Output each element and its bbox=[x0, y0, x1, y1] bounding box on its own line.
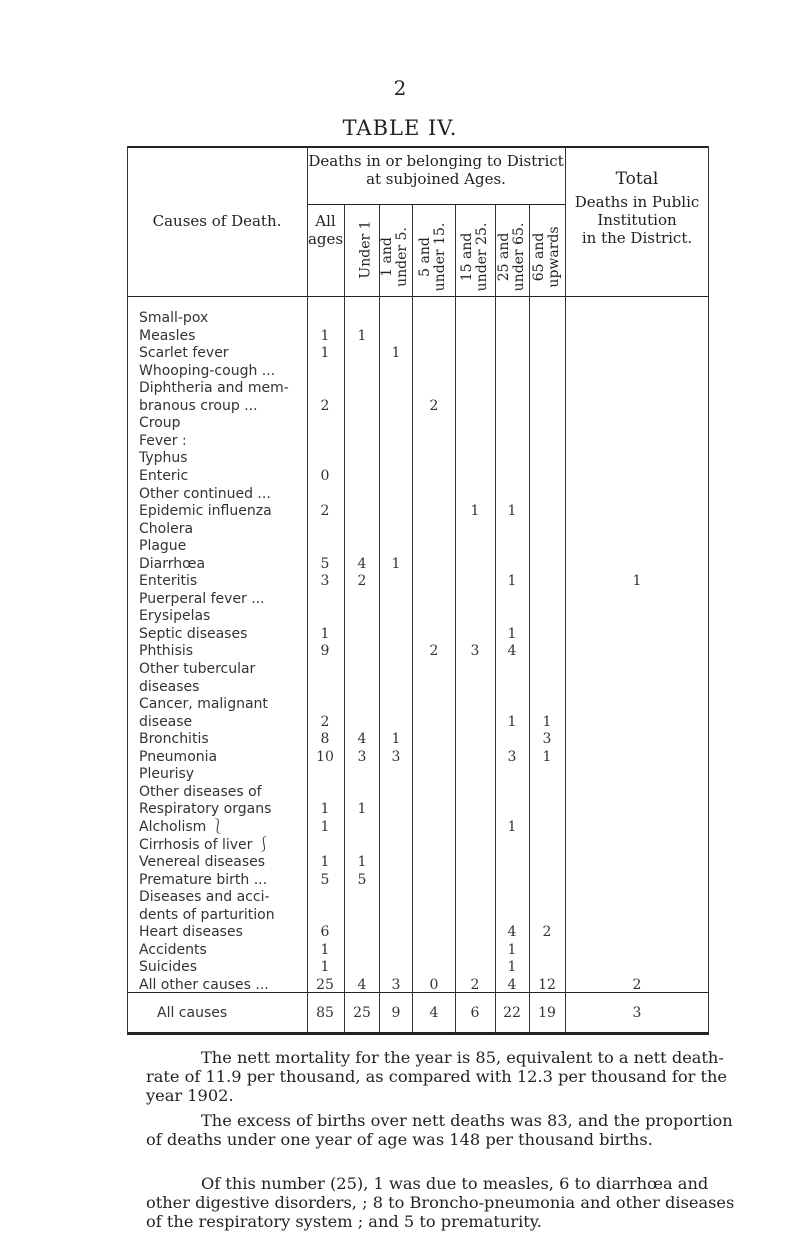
total-1-5: 9 bbox=[391, 1005, 401, 1021]
paragraph-births: The excess of births over nett deaths was 83, and the proportion of deaths under one year of age was 148 per thousand births. bbox=[146, 1111, 733, 1149]
cell-5-15: 2 bbox=[429, 643, 439, 660]
cell-1-5: 1 bbox=[391, 555, 401, 572]
cell-all-ages: 2 bbox=[320, 397, 330, 414]
age-group-title-line1: Deaths in or belonging to District bbox=[308, 152, 564, 170]
cell-1-5: 1 bbox=[391, 731, 401, 748]
age25-65-line2: under 65. bbox=[511, 222, 527, 292]
row-label: Respiratory organs bbox=[139, 801, 272, 818]
totals-label: All causes bbox=[157, 1005, 228, 1021]
cell-65-up: 3 bbox=[542, 731, 552, 748]
row-label: Other continued ... bbox=[139, 485, 271, 502]
row-label: dents of parturition bbox=[139, 906, 275, 923]
col-divider bbox=[344, 204, 345, 1034]
paragraph-causes: Of this number (25), 1 was due to measles, 6 to diarrhœa and other digestive disorders, ; 8 to Broncho-pneumonia and other diseases of the respiratory system ; and 5 to prematurity. bbox=[146, 1174, 735, 1231]
age5-15-line2: under 15. bbox=[432, 222, 448, 292]
cell-under1: 2 bbox=[357, 573, 367, 590]
row-label: Enteritis bbox=[139, 573, 198, 590]
row-label: All other causes ... bbox=[139, 976, 269, 993]
row-label: Diphtheria and mem- bbox=[139, 380, 289, 397]
cell-under1: 4 bbox=[357, 555, 367, 572]
row-label: Pneumonia bbox=[139, 748, 218, 765]
cell-all-ages: 2 bbox=[320, 713, 330, 730]
total-15-25: 6 bbox=[470, 1005, 480, 1021]
col-divider bbox=[412, 204, 413, 1034]
cell-under1: 3 bbox=[357, 748, 367, 765]
age65-header bbox=[532, 212, 562, 302]
row-label: Cirrhosis of liver ⎰ bbox=[139, 836, 271, 853]
cell-25-65: 1 bbox=[507, 625, 517, 642]
row-label: Cancer, malignant bbox=[139, 696, 268, 713]
total-65-up: 19 bbox=[538, 1005, 556, 1021]
total-5-15: 4 bbox=[429, 1005, 439, 1021]
cell-5-15: 2 bbox=[429, 397, 439, 414]
public-line2: Institution bbox=[597, 211, 677, 229]
age65-line2: upwards bbox=[546, 226, 562, 288]
page-number: 2 bbox=[393, 76, 407, 100]
age15-25-line2: under 25. bbox=[474, 222, 490, 292]
cell-all-ages: 10 bbox=[316, 748, 334, 765]
row-label: Erysipelas bbox=[139, 608, 211, 625]
row-label: Plague bbox=[139, 538, 187, 555]
row-label: Typhus bbox=[139, 450, 188, 467]
cell-all-ages: 1 bbox=[320, 801, 330, 818]
row-label: disease bbox=[139, 713, 193, 730]
cell-all-ages: 5 bbox=[320, 871, 330, 888]
cell-public: 1 bbox=[632, 573, 642, 590]
cell-5-15: 0 bbox=[429, 976, 439, 993]
row-label: Septic diseases bbox=[139, 625, 248, 642]
cell-all-ages: 6 bbox=[320, 924, 330, 941]
age-group-title-line2: at subjoined Ages. bbox=[366, 170, 506, 188]
row-label: diseases bbox=[139, 678, 200, 695]
cell-all-ages: 5 bbox=[320, 555, 330, 572]
col-divider bbox=[565, 146, 566, 1034]
col-divider bbox=[307, 146, 308, 1034]
row-label: Other tubercular bbox=[139, 661, 256, 677]
total-label: Total bbox=[615, 169, 659, 189]
age1-5-header bbox=[380, 212, 410, 302]
col-divider bbox=[529, 204, 530, 1034]
row-label: Premature birth ... bbox=[139, 871, 268, 888]
cell-25-65: 4 bbox=[507, 976, 517, 993]
cell-25-65: 1 bbox=[507, 573, 517, 590]
row-label: Diarrhœa bbox=[139, 555, 206, 572]
age-group-header bbox=[307, 152, 565, 188]
row-label: Phthisis bbox=[139, 643, 194, 660]
age25-65-header bbox=[497, 212, 527, 302]
col-divider bbox=[379, 204, 380, 1034]
row-label: Epidemic influenza bbox=[139, 503, 272, 520]
cell-under1: 1 bbox=[357, 854, 367, 871]
cell-25-65: 1 bbox=[507, 503, 517, 520]
total-all-ages: 85 bbox=[316, 1005, 334, 1021]
row-label: Whooping-cough ... bbox=[139, 362, 276, 379]
cell-25-65: 4 bbox=[507, 924, 517, 941]
cell-15-25: 3 bbox=[470, 643, 480, 660]
row-label: Enteric bbox=[139, 467, 189, 484]
age1-5-line2: under 5. bbox=[394, 227, 410, 287]
cell-all-ages: 9 bbox=[320, 643, 330, 660]
age-group-rule bbox=[307, 204, 565, 205]
cell-65-up: 12 bbox=[538, 976, 556, 993]
age15-25-line1: 15 and bbox=[459, 232, 475, 282]
row-label: Alcholism ⎱ bbox=[139, 818, 225, 835]
cell-under1: 1 bbox=[357, 801, 367, 818]
cell-25-65: 3 bbox=[507, 748, 517, 765]
age5-15-line1: 5 and bbox=[417, 237, 433, 277]
cell-all-ages: 0 bbox=[320, 467, 330, 484]
age15-25-header bbox=[460, 212, 490, 302]
cell-15-25: 1 bbox=[470, 503, 480, 520]
row-label: Puerperal fever ... bbox=[139, 590, 265, 607]
table-right-edge bbox=[708, 146, 709, 1034]
total-25-65: 22 bbox=[503, 1005, 521, 1021]
age1-5-line1: 1 and bbox=[379, 237, 395, 277]
row-label: Fever : bbox=[139, 432, 187, 449]
row-label: Measles bbox=[139, 327, 196, 344]
cell-25-65: 1 bbox=[507, 713, 517, 730]
table-left-edge bbox=[127, 146, 128, 1034]
cell-all-ages: 3 bbox=[320, 573, 330, 590]
table-top-rule bbox=[127, 146, 709, 148]
row-label: Scarlet fever bbox=[139, 345, 229, 362]
paragraph-mortality: The nett mortality for the year is 85, equivalent to a nett death-rate of 11.9 per thousand, as compared with 12.3 per thousand for the year 1902. bbox=[146, 1048, 728, 1105]
mortality-table bbox=[127, 146, 709, 1034]
row-label: Cholera bbox=[139, 520, 194, 537]
cell-all-ages: 1 bbox=[320, 327, 330, 344]
cell-all-ages: 8 bbox=[320, 731, 330, 748]
cell-under1: 5 bbox=[357, 871, 367, 888]
cell-15-25: 2 bbox=[470, 976, 480, 993]
all-ages-line2: ages bbox=[307, 230, 344, 248]
public-line3: in the District. bbox=[581, 229, 693, 247]
cell-25-65: 1 bbox=[507, 959, 517, 976]
total-public: 3 bbox=[632, 1005, 642, 1021]
all-ages-line1: All bbox=[315, 212, 336, 230]
col-divider bbox=[455, 204, 456, 1034]
cell-25-65: 1 bbox=[507, 941, 517, 958]
cell-all-ages: 1 bbox=[320, 959, 330, 976]
table-bottom-rule bbox=[127, 1032, 709, 1035]
under1-header: Under 1 bbox=[357, 220, 374, 279]
cell-under1: 4 bbox=[357, 731, 367, 748]
cell-public: 2 bbox=[632, 976, 642, 993]
cell-1-5: 3 bbox=[391, 748, 401, 765]
row-label: Accidents bbox=[139, 941, 207, 958]
age5-15-header bbox=[418, 212, 448, 302]
cell-1-5: 3 bbox=[391, 976, 401, 993]
cell-25-65: 4 bbox=[507, 643, 517, 660]
row-label: Diseases and acci- bbox=[139, 889, 270, 906]
cell-65-up: 1 bbox=[542, 748, 552, 765]
row-label: Pleurisy bbox=[139, 766, 195, 783]
row-label: branous croup ... bbox=[139, 397, 258, 414]
cell-25-65: 1 bbox=[507, 818, 517, 835]
cell-all-ages: 1 bbox=[320, 854, 330, 871]
col-divider bbox=[495, 204, 496, 1034]
row-label: Venereal diseases bbox=[139, 854, 266, 871]
causes-header: Causes of Death. bbox=[152, 212, 282, 230]
row-label: Bronchitis bbox=[139, 731, 209, 748]
row-label: Small-pox bbox=[139, 310, 209, 326]
cell-all-ages: 1 bbox=[320, 625, 330, 642]
total-under1: 25 bbox=[353, 1005, 371, 1021]
row-label: Heart diseases bbox=[139, 924, 243, 941]
row-label: Suicides bbox=[139, 959, 198, 976]
table-title: TABLE IV. bbox=[342, 116, 458, 140]
cell-65-up: 2 bbox=[542, 924, 552, 941]
cell-under1: 1 bbox=[357, 327, 367, 344]
all-ages-header bbox=[307, 212, 344, 248]
public-institution-header bbox=[565, 170, 709, 247]
row-label: Croup bbox=[139, 415, 181, 432]
cell-all-ages: 1 bbox=[320, 345, 330, 362]
cell-1-5: 1 bbox=[391, 345, 401, 362]
cell-all-ages: 2 bbox=[320, 503, 330, 520]
cell-65-up: 1 bbox=[542, 713, 552, 730]
cell-under1: 4 bbox=[357, 976, 367, 993]
cell-all-ages: 1 bbox=[320, 941, 330, 958]
age25-65-line1: 25 and bbox=[496, 232, 512, 282]
age65-line1: 65 and bbox=[531, 232, 547, 282]
cell-all-ages: 25 bbox=[316, 976, 334, 993]
public-line1: Deaths in Public bbox=[574, 193, 700, 211]
cell-all-ages: 1 bbox=[320, 818, 330, 835]
row-label: Other diseases of bbox=[139, 783, 262, 800]
